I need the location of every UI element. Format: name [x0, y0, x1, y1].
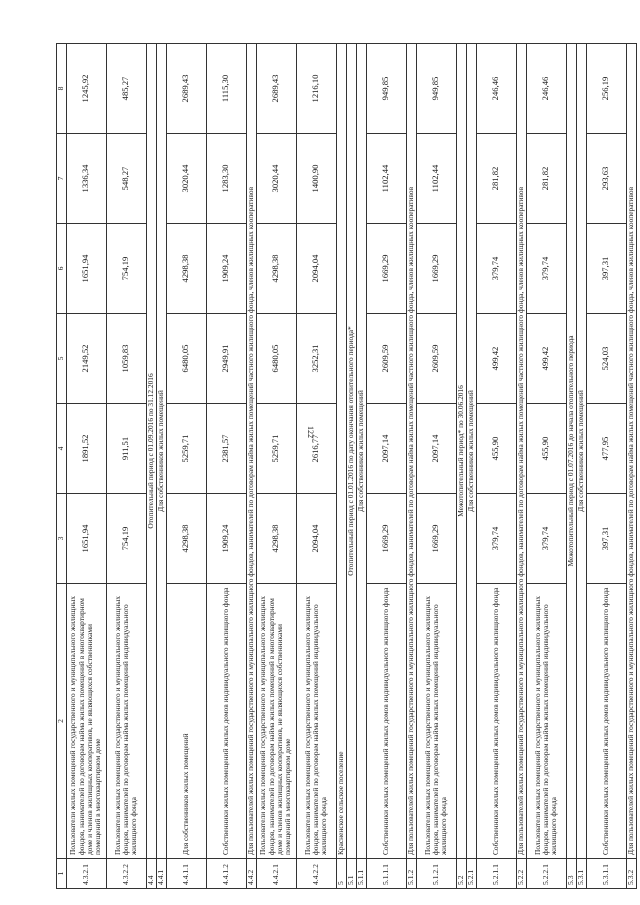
- section-row: [336, 44, 346, 889]
- section-title: Для пользователей жилых помещений государственного и муниципального жилищного фондов, нанимателей по договорам найма жилых помещений частного жилищного фонда, членов жилищных кооперативов: [516, 44, 526, 859]
- row-code: 4.4.1.1: [166, 859, 206, 889]
- header-cell: 8: [57, 44, 67, 134]
- value-cell: 1909,24: [206, 494, 246, 584]
- page-number: 122: [306, 426, 315, 438]
- value-cell: 1909,24: [206, 224, 246, 314]
- value-cell: 379,74: [526, 224, 566, 314]
- row-code: 4.3.2.2: [106, 859, 146, 889]
- section-title: Отопительный период с 01.09.2016 по 31.12.2016: [146, 44, 156, 859]
- table-row: [206, 44, 246, 889]
- section-title: Для собственников жилых помещений: [576, 44, 586, 859]
- value-cell: 499,42: [476, 314, 516, 404]
- row-code: 5.2.1: [466, 859, 476, 889]
- value-cell: 3020,44: [256, 134, 296, 224]
- value-cell: 1669,29: [366, 494, 406, 584]
- table-row: [296, 44, 336, 889]
- value-cell: 2097,14: [416, 404, 456, 494]
- value-cell: 455,90: [476, 404, 516, 494]
- table-row: [526, 44, 566, 889]
- table-row: [256, 44, 296, 889]
- row-code: 5.3: [566, 859, 576, 889]
- value-cell: 477,95: [586, 404, 626, 494]
- value-cell: 246,46: [476, 44, 516, 134]
- value-cell: 2949,91: [206, 314, 246, 404]
- value-cell: 5259,71: [256, 404, 296, 494]
- table-row: [476, 44, 516, 889]
- row-label: Пользователи жилых помещений государственного и муниципального жилищных фондов, нанимателей по договорам найма жилых помещений в многоквартирном доме и членов жилищных кооперативов, не являющихся собственниками помещений в многоквартирном доме: [66, 584, 106, 859]
- table-row: [586, 44, 626, 889]
- value-cell: 281,82: [476, 134, 516, 224]
- row-code: 5.3.2: [626, 859, 636, 889]
- value-cell: 499,42: [526, 314, 566, 404]
- header-cell: 4: [57, 404, 67, 494]
- value-cell: 1102,44: [366, 134, 406, 224]
- header-cell: 6: [57, 224, 67, 314]
- value-cell: 4298,38: [256, 224, 296, 314]
- value-cell: 1669,29: [416, 224, 456, 314]
- value-cell: 1891,52: [66, 404, 106, 494]
- section-title: Для пользователей жилых помещений государственного и муниципального жилищного фондов, нанимателей по договорам найма жилых помещений частного жилищного фонда, членов жилищных кооперативов: [246, 44, 256, 859]
- row-code: 5.2.2: [516, 859, 526, 889]
- value-cell: 4298,38: [166, 494, 206, 584]
- row-code: 5.3.1: [576, 859, 586, 889]
- row-code: 4.4.2.1: [256, 859, 296, 889]
- value-cell: 2689,43: [166, 44, 206, 134]
- value-cell: 246,46: [526, 44, 566, 134]
- value-cell: 1669,29: [416, 494, 456, 584]
- value-cell: 4298,38: [166, 224, 206, 314]
- value-cell: 281,82: [526, 134, 566, 224]
- table-row: [106, 44, 146, 889]
- value-cell: 1651,94: [66, 224, 106, 314]
- row-label: Пользователи жилых помещений государственного и муниципального жилищных фондов, нанимателей по договорам найма жилых помещений индивидуального жилищного фонда: [296, 584, 336, 859]
- section-row: [356, 44, 366, 889]
- row-code: 5.1.1.1: [366, 859, 406, 889]
- value-cell: 1115,30: [206, 44, 246, 134]
- header-cell: 7: [57, 134, 67, 224]
- value-cell: 1669,29: [366, 224, 406, 314]
- value-cell: 379,74: [476, 224, 516, 314]
- value-cell: 949,85: [416, 44, 456, 134]
- value-cell: 2609,59: [366, 314, 406, 404]
- value-cell: 455,90: [526, 404, 566, 494]
- header-cell: 5: [57, 314, 67, 404]
- section-row: [456, 44, 466, 889]
- table-row: [416, 44, 456, 889]
- section-title: Для пользователей жилых помещений государственного и муниципального жилищного фондов, нанимателей по договорам найма жилых помещений частного жилищного фонда, членов жилищных кооперативов: [626, 44, 636, 859]
- row-label: Для собственников жилых помещений: [166, 584, 206, 859]
- table-row: [366, 44, 406, 889]
- row-code: 4.4.2: [246, 859, 256, 889]
- row-code: 5.1.1: [356, 859, 366, 889]
- section-row: [246, 44, 256, 889]
- value-cell: 379,74: [526, 494, 566, 584]
- header-cell: 3: [57, 494, 67, 584]
- row-label: Собственники жилых помещений жилых домов индивидуального жилищного фонда: [366, 584, 406, 859]
- value-cell: 1336,34: [66, 134, 106, 224]
- value-cell: 5259,71: [166, 404, 206, 494]
- value-cell: 6480,05: [166, 314, 206, 404]
- header-cell: 1: [57, 859, 67, 889]
- value-cell: 256,19: [586, 44, 626, 134]
- table-header-row: [57, 44, 67, 889]
- section-title: Для собственников жилых помещений: [356, 44, 366, 859]
- header-cell: 2: [57, 584, 67, 859]
- value-cell: 3020,44: [166, 134, 206, 224]
- value-cell: 397,31: [586, 494, 626, 584]
- row-code: 5.2.1.1: [476, 859, 516, 889]
- row-label: Пользователи жилых помещений государственного и муниципального жилищных фондов, нанимателей по договорам найма жилых помещений индивидуального жилищного фонда: [106, 584, 146, 859]
- table-row: [166, 44, 206, 889]
- section-row: [466, 44, 476, 889]
- row-label: Собственники жилых помещений жилых домов индивидуального жилищного фонда: [476, 584, 516, 859]
- section-title: Межотопительный период с 01.07.2016 до начала отопительного периода: [566, 44, 576, 859]
- value-cell: 4298,38: [256, 494, 296, 584]
- section-row: [516, 44, 526, 889]
- tariff-table: [56, 43, 637, 889]
- value-cell: 1245,92: [66, 44, 106, 134]
- row-label: Пользователи жилых помещений государственного и муниципального жилищных фондов, нанимателей по договорам найма жилых помещений индивидуального жилищного фонда: [526, 584, 566, 859]
- section-row: [626, 44, 636, 889]
- value-cell: 548,27: [106, 134, 146, 224]
- rotated-table-content: [56, 44, 635, 889]
- section-title: Для собственников жилых помещений: [156, 44, 166, 859]
- value-cell: 949,85: [366, 44, 406, 134]
- value-cell: 2149,52: [66, 314, 106, 404]
- rotated-table-frame: [56, 44, 635, 889]
- value-cell: 1102,44: [416, 134, 456, 224]
- value-cell: 293,63: [586, 134, 626, 224]
- section-title: Для собственников жилых помещений: [466, 44, 476, 859]
- section-row: [156, 44, 166, 889]
- section-row: [146, 44, 156, 889]
- row-code: 5.1.2.1: [416, 859, 456, 889]
- value-cell: 1651,94: [66, 494, 106, 584]
- table-body: [57, 44, 637, 889]
- row-label: Пользователи жилых помещений государственного и муниципального жилищных фондов, нанимателей по договорам найма жилых помещений индивидуального жилищного фонда: [416, 584, 456, 859]
- row-code: 5.1.2: [406, 859, 416, 889]
- value-cell: 3252,31: [296, 314, 336, 404]
- value-cell: 6480,05: [256, 314, 296, 404]
- value-cell: 379,74: [476, 494, 516, 584]
- row-label: Собственники жилых помещений жилых домов индивидуального жилищного фонда: [586, 584, 626, 859]
- row-code: 5.2.2.1: [526, 859, 566, 889]
- value-cell: 2097,14: [366, 404, 406, 494]
- row-code: 5.3.1.1: [586, 859, 626, 889]
- row-code: 4.3.2.1: [66, 859, 106, 889]
- row-code: 5.1: [346, 859, 356, 889]
- value-cell: 1400,90: [296, 134, 336, 224]
- value-cell: 754,19: [106, 494, 146, 584]
- row-code: 4.4.1: [156, 859, 166, 889]
- value-cell: 2616,77: [296, 404, 336, 494]
- section-row: [566, 44, 576, 889]
- value-cell: 485,27: [106, 44, 146, 134]
- row-label: Собственники жилых помещений жилых домов индивидуального жилищного фонда: [206, 584, 246, 859]
- section-row: [406, 44, 416, 889]
- row-code: 4.4.2.2: [296, 859, 336, 889]
- value-cell: 1059,83: [106, 314, 146, 404]
- value-cell: 754,19: [106, 224, 146, 314]
- row-code: 4.4: [146, 859, 156, 889]
- value-cell: 911,51: [106, 404, 146, 494]
- value-cell: 2689,43: [256, 44, 296, 134]
- section-title: Межотопительный период* по 30.06.2016: [456, 44, 466, 859]
- value-cell: 2609,59: [416, 314, 456, 404]
- row-label: Пользователи жилых помещений государственного и муниципального жилищных фондов, нанимателей по договорам найма жилых помещений в многоквартирном доме и членов жилищных кооперативов, не являющихся собственниками помещений в многоквартирном доме: [256, 584, 296, 859]
- section-row: [346, 44, 356, 889]
- value-cell: 524,03: [586, 314, 626, 404]
- value-cell: 1283,30: [206, 134, 246, 224]
- value-cell: 397,31: [586, 224, 626, 314]
- value-cell: 2094,04: [296, 224, 336, 314]
- value-cell: 2381,57: [206, 404, 246, 494]
- value-cell: 1216,10: [296, 44, 336, 134]
- value-cell: 2094,04: [296, 494, 336, 584]
- section-title: Для пользователей жилых помещений государственного и муниципального жилищного фондов, нанимателей по договорам найма жилых помещений частного жилищного фонда, членов жилищных кооперативов: [406, 44, 416, 859]
- row-code: 4.4.1.2: [206, 859, 246, 889]
- section-row: [576, 44, 586, 889]
- section-title: Отопительный период с 01.01.2016 по дату окончания отопительного периода*: [346, 44, 356, 859]
- section-title: Красненское сельское поселение: [336, 44, 346, 859]
- row-code: 5: [336, 859, 346, 889]
- table-row: [66, 44, 106, 889]
- row-code: 5.2: [456, 859, 466, 889]
